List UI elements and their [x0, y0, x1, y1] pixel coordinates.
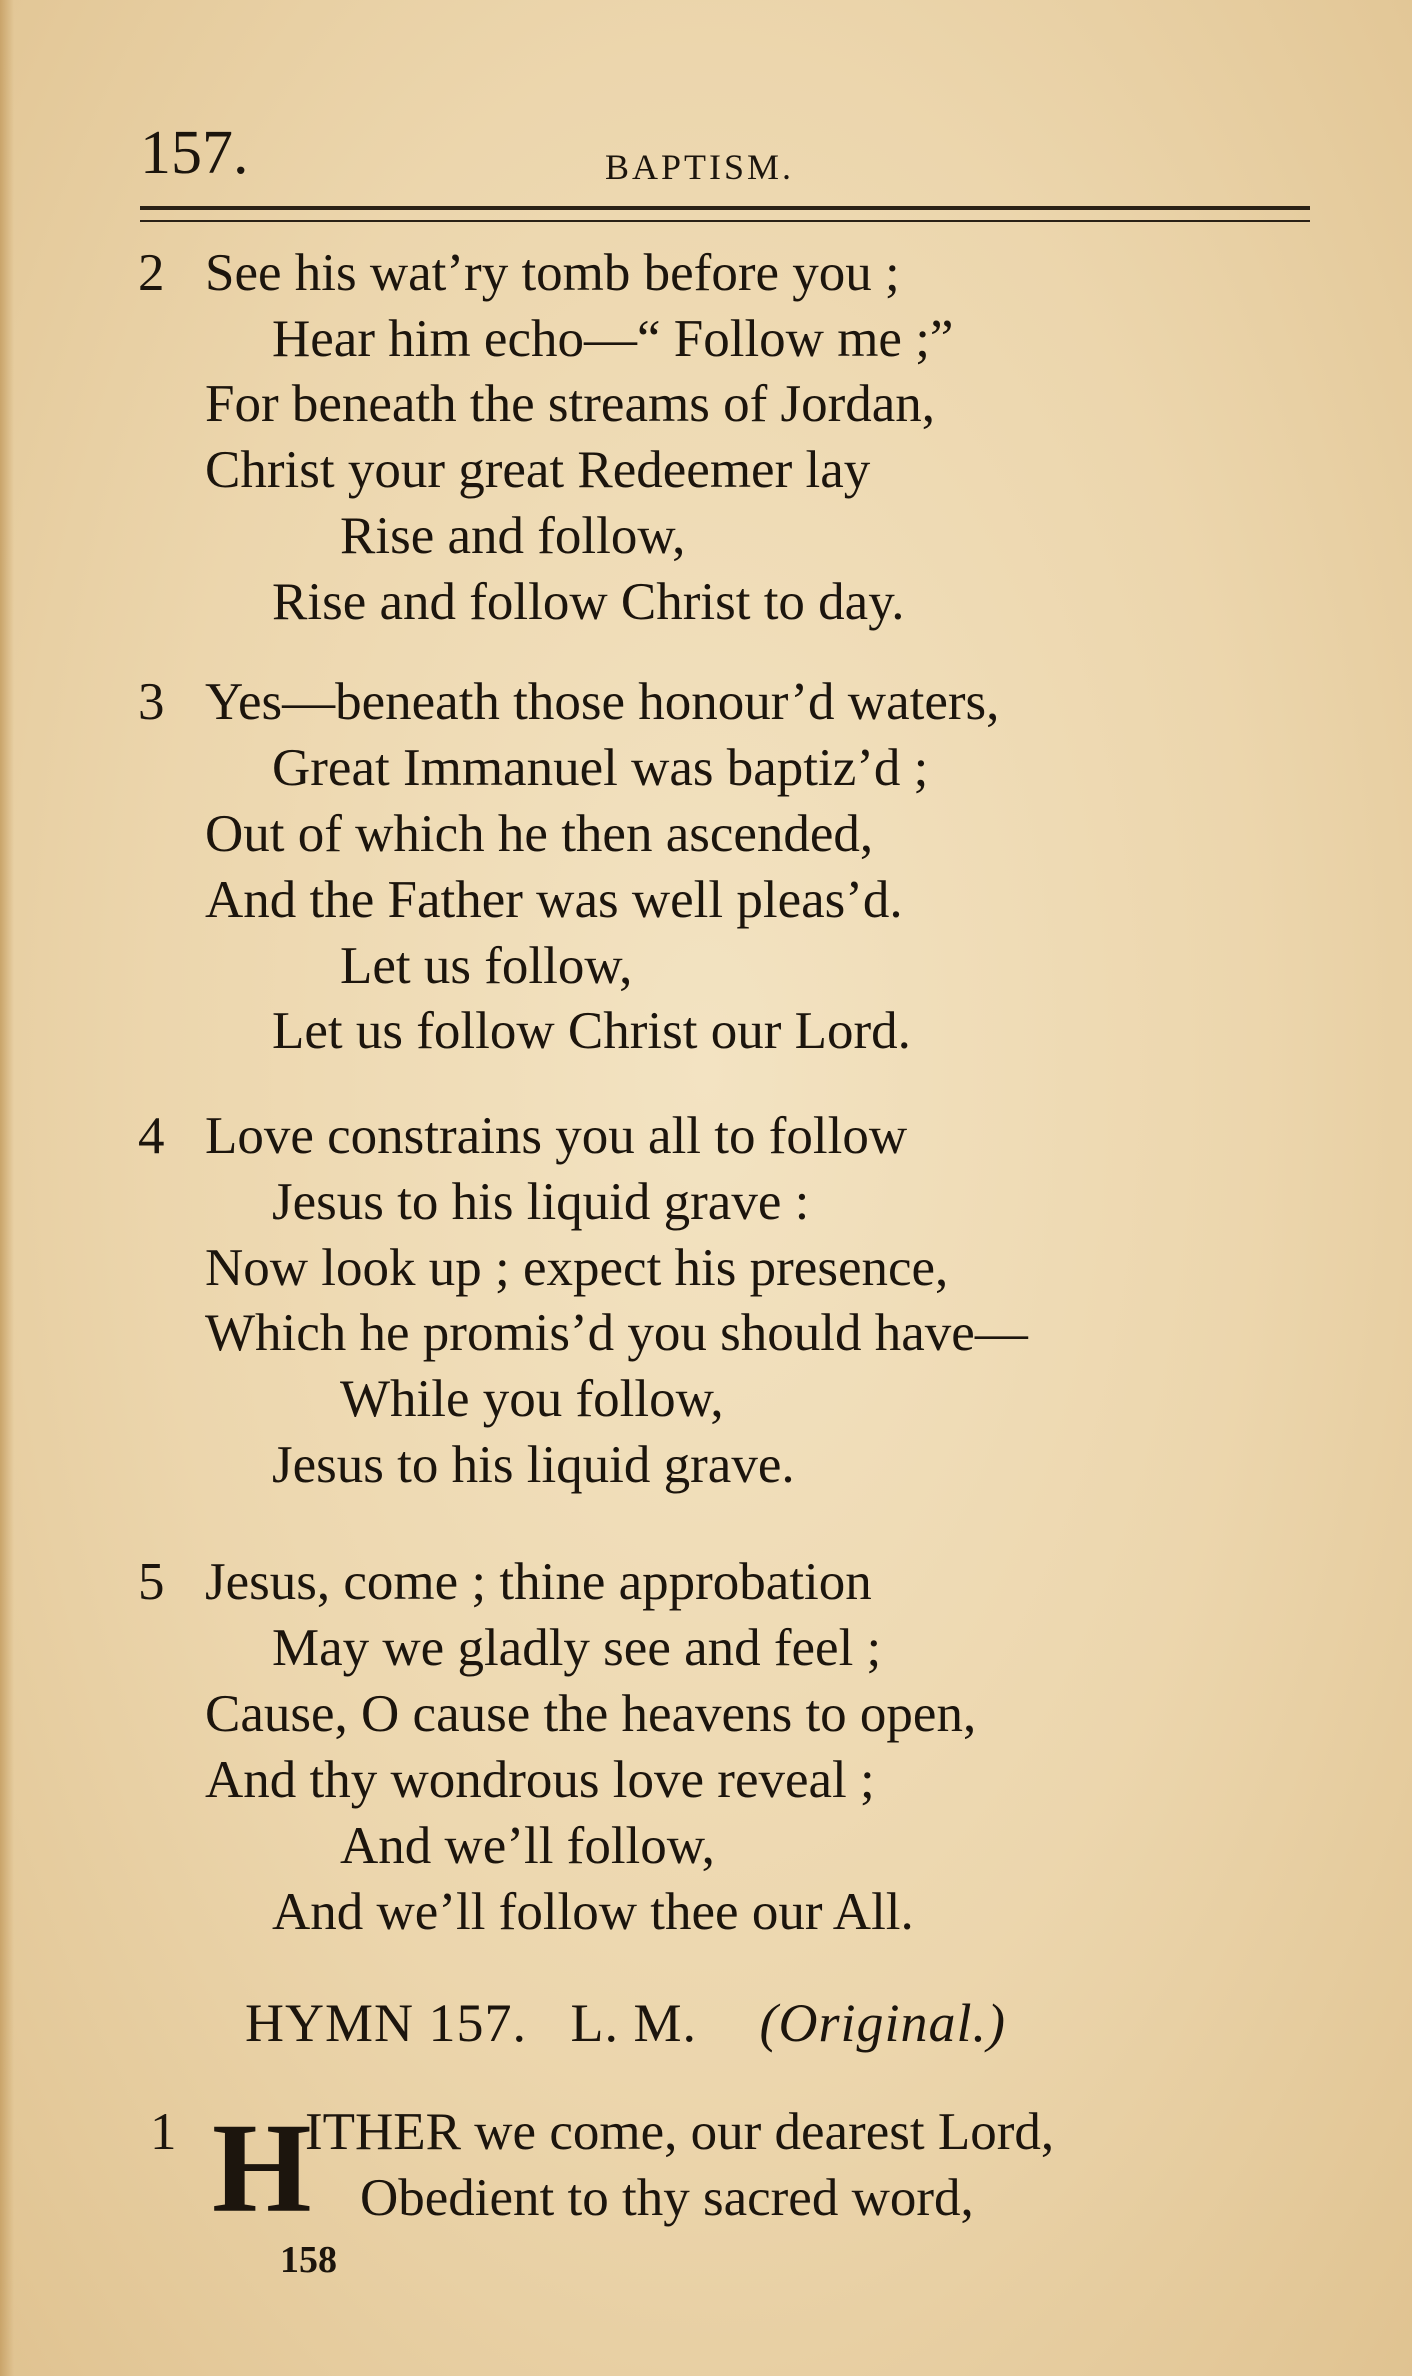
verse-line: Jesus, come ; thine approbation — [205, 1553, 872, 1611]
verse-line: For beneath the streams of Jordan, — [205, 375, 936, 433]
verse-line: May we gladly see and feel ; — [272, 1619, 882, 1677]
verse-line: Hear him echo—“ Follow me ;” — [272, 310, 954, 368]
verse-line: And we’ll follow, — [340, 1817, 715, 1875]
verse-line: Let us follow Christ our Lord. — [272, 1002, 911, 1060]
verse-line: See his wat’ry tomb before you ; — [205, 244, 900, 302]
verse-number: 4 — [138, 1107, 165, 1165]
verse-number: 2 — [138, 244, 165, 302]
verse-line: ITHER we come, our dearest Lord, — [305, 2103, 1055, 2161]
verse-line: Cause, O cause the heavens to open, — [205, 1685, 977, 1743]
page-number: 157. — [140, 119, 249, 187]
verse-number: 1 — [150, 2103, 177, 2161]
page-header — [140, 118, 1310, 198]
verse-line: Love constrains you all to follow — [205, 1107, 908, 1165]
header-rule-thin — [140, 220, 1310, 222]
page-edge-shadow — [0, 0, 14, 2376]
verse-line: Great Immanuel was baptiz’d ; — [272, 739, 929, 797]
running-head: BAPTISM. — [605, 147, 795, 187]
header-rule-thick — [140, 206, 1310, 210]
verse-line: And the Father was well pleas’d. — [205, 871, 903, 929]
hymn-source: (Original.) — [759, 1993, 1007, 2053]
verse-number: 3 — [138, 673, 165, 731]
verse-line: Now look up ; expect his presence, — [205, 1239, 949, 1297]
drop-cap: H — [212, 2097, 312, 2239]
verse-line: Jesus to his liquid grave : — [272, 1173, 810, 1231]
catchword: 158 — [280, 2239, 337, 2281]
hymn-title: HYMN 157. L. M. — [245, 1993, 698, 2053]
verse-line: Christ your great Redeemer lay — [205, 441, 871, 499]
hymn-heading — [245, 1992, 1006, 2054]
verse-line: Let us follow, — [340, 937, 633, 995]
verse-line: Rise and follow Christ to day. — [272, 573, 905, 631]
verse-line: Yes—beneath those honour’d waters, — [205, 673, 1000, 731]
verse-line: Jesus to his liquid grave. — [272, 1436, 795, 1494]
verse-line: Which he promis’d you should have— — [205, 1304, 1028, 1362]
verse-line: Rise and follow, — [340, 507, 686, 565]
verse-number: 5 — [138, 1553, 165, 1611]
verse-line: Out of which he then ascended, — [205, 805, 874, 863]
verse-line: And thy wondrous love reveal ; — [205, 1751, 875, 1809]
verse-line: While you follow, — [340, 1370, 724, 1428]
verse-line: And we’ll follow thee our All. — [272, 1883, 914, 1941]
verse-line: Obedient to thy sacred word, — [360, 2169, 974, 2227]
